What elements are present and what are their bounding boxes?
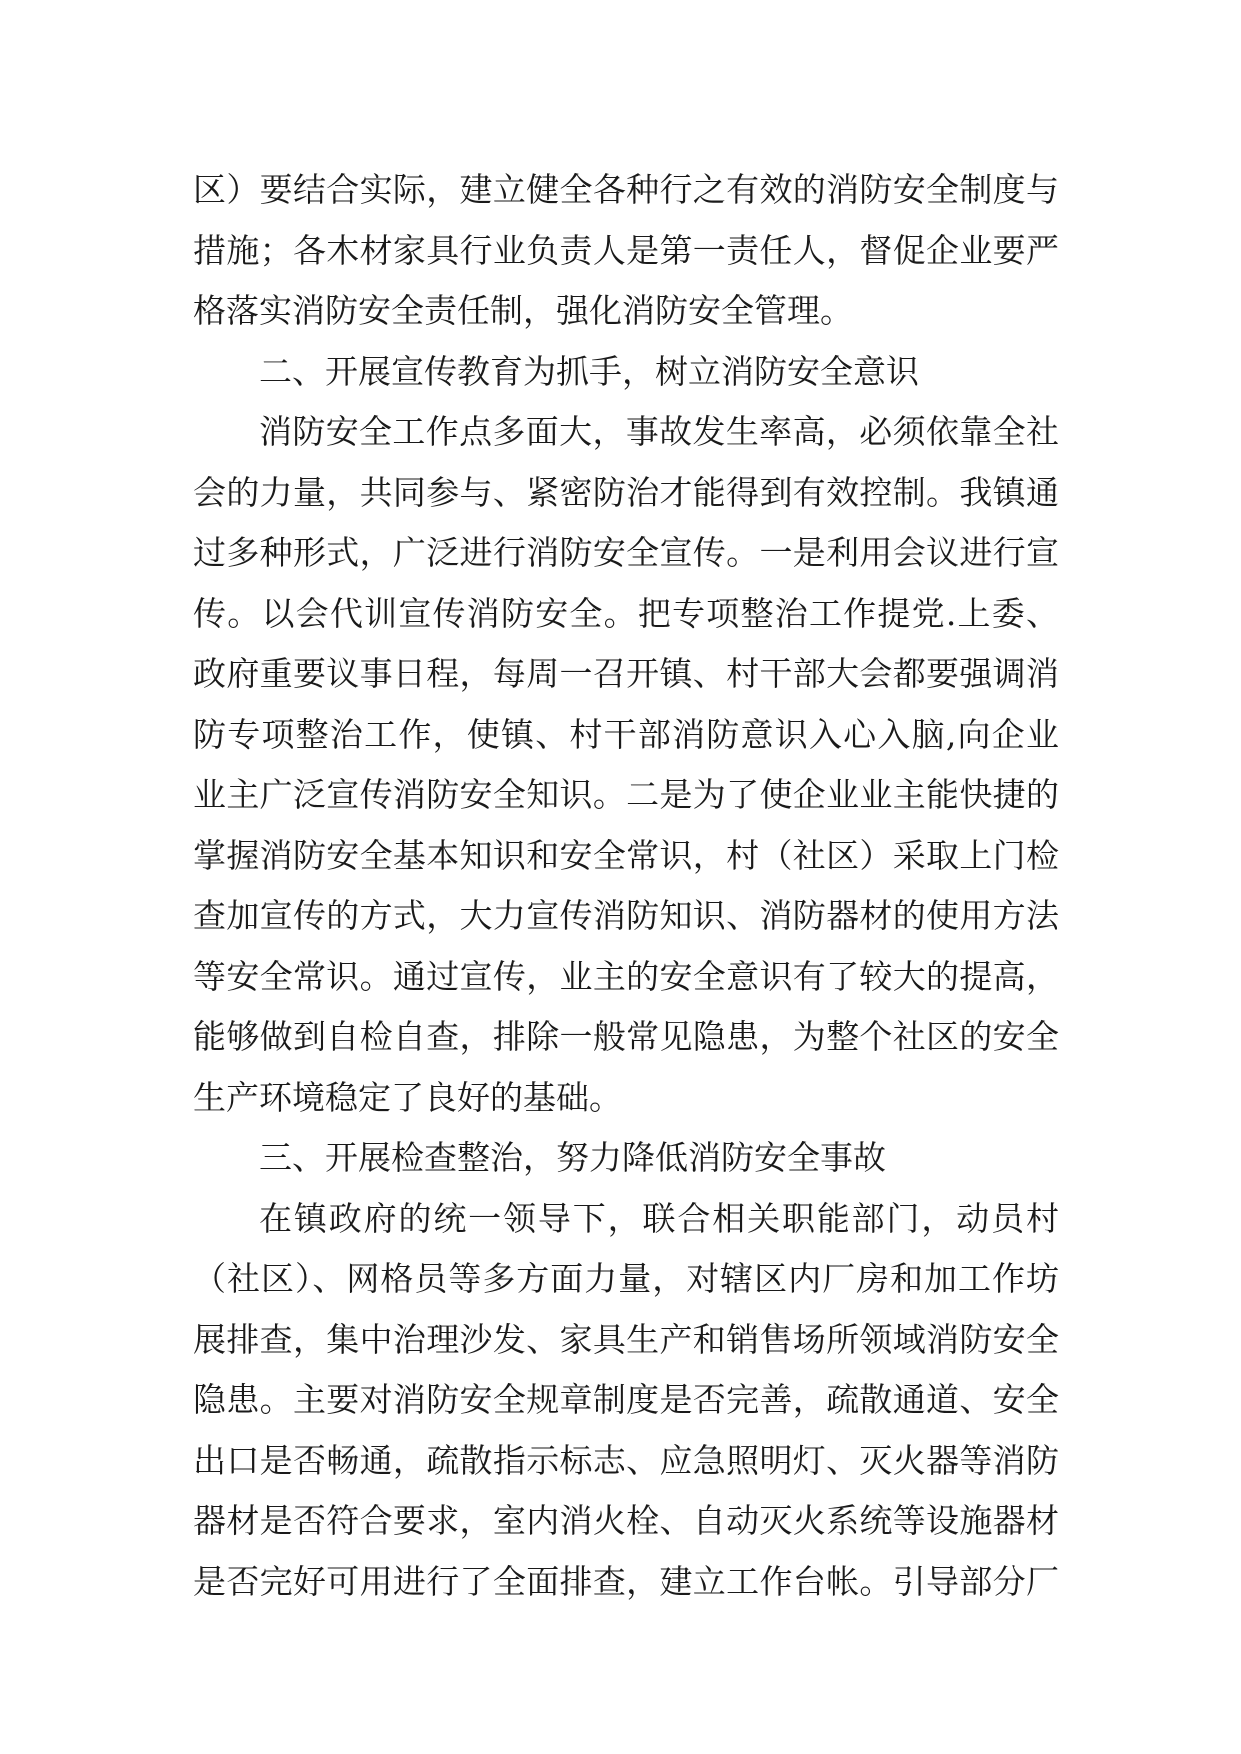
text-line: 生产环境稳定了良好的基础。 <box>193 1077 622 1117</box>
text-line: 等安全常识。通过宣传，业主的安全意识有了较大的提高， <box>193 956 1059 996</box>
text-line: 出口是否畅通，疏散指示标志、应急照明灯、灭火器等消防 <box>193 1440 1059 1480</box>
text-line: 在镇政府的统一领导下，联合相关职能部门，动员村 <box>259 1198 1059 1238</box>
text-line: 传。以会代训宣传消防安全。把专项整治工作提党.上委、 <box>193 593 1059 633</box>
text-line: （社区）、网格员等多方面力量，对辖区内厂房和加工作坊 <box>193 1259 1059 1298</box>
text-line: 掌握消防安全基本知识和安全常识，村（社区）采取上门检 <box>193 835 1059 875</box>
text-line: 器材是否符合要求，室内消火栓、自动灭火系统等设施器材 <box>193 1501 1059 1540</box>
text-line: 会的力量，共同参与、紧密防治才能得到有效控制。我镇通 <box>193 472 1059 512</box>
section-heading: 二、开展宣传教育为抓手，树立消防安全意识 <box>259 351 919 391</box>
text-line: 业主广泛宣传消防安全知识。二是为了使企业业主能快捷的 <box>193 775 1059 814</box>
text-line: 查加宣传的方式，大力宣传消防知识、消防器材的使用方法 <box>193 896 1059 935</box>
text-line: 能够做到自检自查，排除一般常见隐患，为整个社区的安全 <box>193 1017 1059 1056</box>
text-line: 区）要结合实际，建立健全各种行之有效的消防安全制度与 <box>193 170 1059 209</box>
text-line: 消防安全工作点多面大，事故发生率高，必须依靠全社 <box>259 412 1059 451</box>
text-line: 防专项整治工作，使镇、村干部消防意识入心入脑,向企业 <box>193 714 1059 754</box>
text-line: 措施；各木材家具行业负责人是第一责任人，督促企业要严 <box>193 230 1059 270</box>
body-text <box>193 160 1059 1612</box>
text-line: 是否完好可用进行了全面排查，建立工作台帐。引导部分厂 <box>193 1561 1059 1601</box>
text-line: 格落实消防安全责任制，强化消防安全管理。 <box>193 291 853 330</box>
text-line: 隐患。主要对消防安全规章制度是否完善，疏散通道、安全 <box>193 1380 1059 1419</box>
section-heading: 三、开展检查整治，努力降低消防安全事故 <box>259 1138 886 1177</box>
text-line: 过多种形式，广泛进行消防安全宣传。一是利用会议进行宣 <box>193 533 1059 572</box>
text-line: 政府重要议事日程，每周一召开镇、村干部大会都要强调消 <box>193 654 1059 693</box>
text-line: 展排查，集中治理沙发、家具生产和销售场所领域消防安全 <box>193 1319 1059 1359</box>
